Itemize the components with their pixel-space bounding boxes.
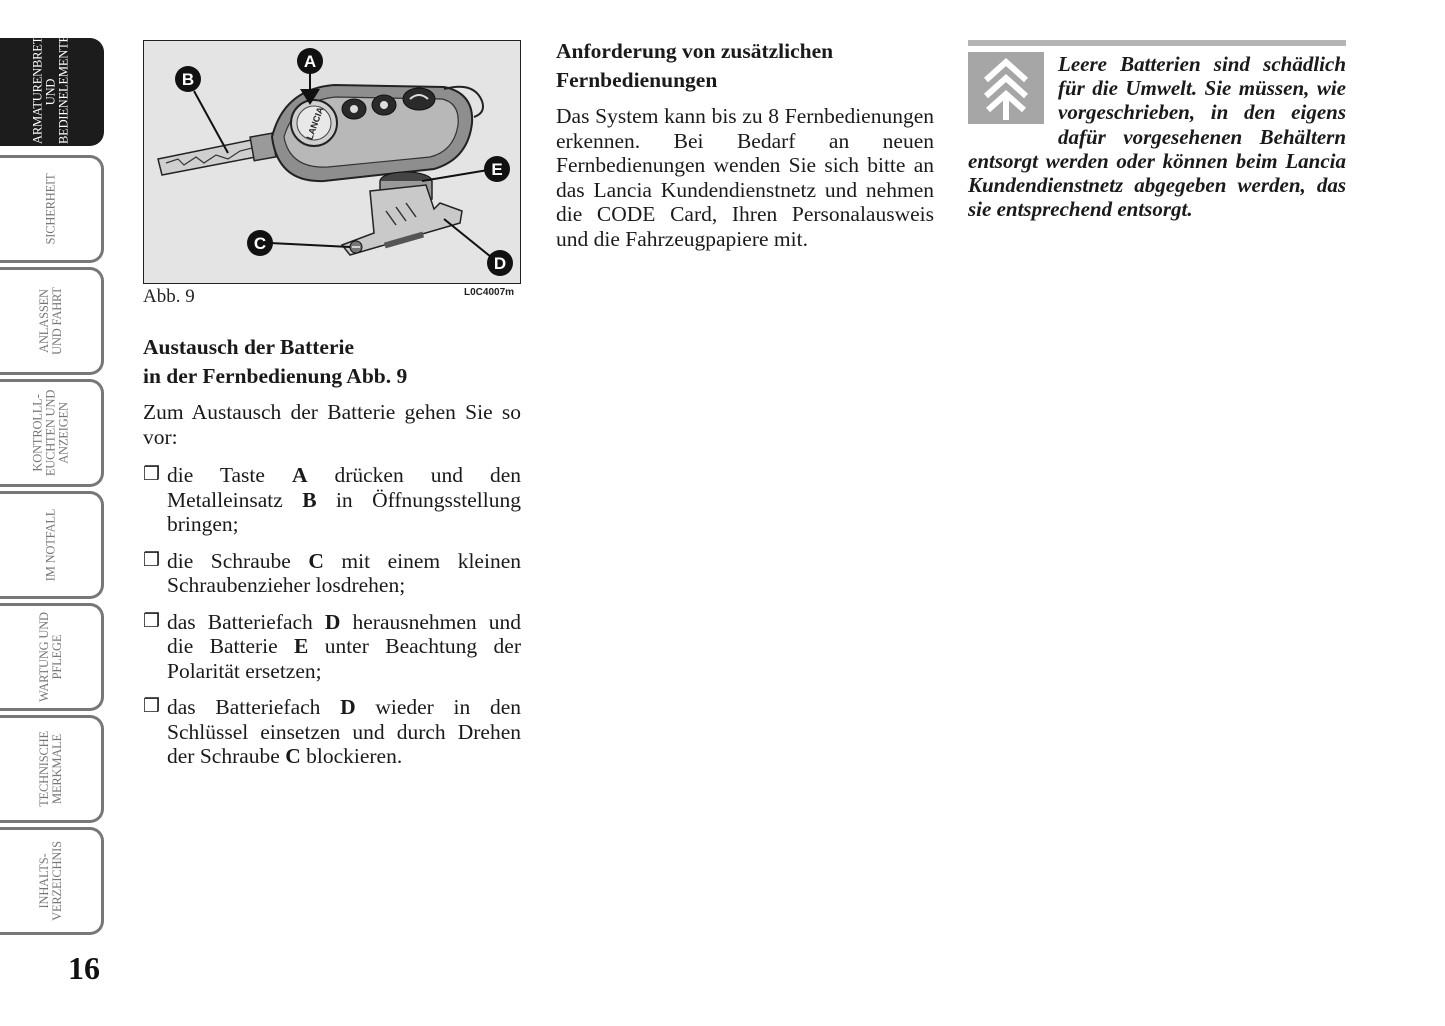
- tab-label: KONTROLLL- EUCHTEN UND ANZEIGEN: [30, 389, 70, 477]
- tab-im-notfall[interactable]: [0, 491, 104, 599]
- environment-note: [968, 40, 1346, 221]
- checkbox-bullet-icon: ❒: [143, 549, 161, 571]
- step-4: ❒ das Batteriefach D wieder in den Schlüssel einsetzen und durch Drehen der Schraube C blockieren.: [143, 695, 522, 768]
- label-c: [247, 230, 273, 256]
- key-drawing: [144, 41, 520, 283]
- logo-button: [291, 100, 337, 146]
- tab-label: ARMATURENBRETT UND BEDIENELEMENTE: [30, 29, 70, 144]
- battery-intro: Zum Austausch der Batterie gehen Sie so vor:: [143, 400, 521, 449]
- logo-text: LANCIA: [304, 105, 326, 142]
- label-d: [487, 250, 513, 276]
- tab-label: ANLASSEN UND FAHRT: [36, 287, 64, 355]
- tab-label: INHALTS- VERZEICHNIS: [36, 841, 64, 921]
- page-number: 16: [68, 950, 100, 986]
- tab-sicherheit[interactable]: [0, 155, 104, 263]
- tab-inhaltsverzeichnis[interactable]: [0, 827, 104, 935]
- tab-anlassen-und-fahrt[interactable]: [0, 267, 104, 375]
- tab-label: IM NOTFALL: [43, 508, 57, 582]
- step-1: ❒ die Taste A drücken und den Metalleinsatz B in Öffnungsstellung bringen;: [143, 463, 521, 536]
- remote-heading: Anforderung von zusätzlichen Fernbedienungen: [556, 39, 834, 92]
- tab-label: SICHERHEIT: [43, 173, 57, 245]
- remote-text: Das System kann bis zu 8 Fernbedienungen erkennen. Bei Bedarf an neuen Fernbedienungen wenden Sie sich bitte an das Lancia Kundendienstnetz und nehmen die CODE Card, Ihren Personalausweis und die Fahrzeugpapiere mit.: [556, 104, 934, 251]
- environment-arrows-icon: [968, 52, 1044, 124]
- tab-label: TECHNISCHE MERKMALE: [36, 731, 64, 807]
- figure-code: L0C4007m: [464, 287, 515, 298]
- label-a: [297, 48, 323, 74]
- label-e: [484, 156, 510, 182]
- svg-text:A: A: [303, 52, 317, 71]
- tab-label: WARTUNG UND PFLEGE: [36, 612, 64, 702]
- checkbox-bullet-icon: ❒: [143, 696, 161, 717]
- figure-caption: Abb. 9: [143, 286, 195, 307]
- checkbox-bullet-icon: ❒: [143, 610, 161, 632]
- tab-wartung-und-pflege[interactable]: [0, 603, 104, 711]
- battery-heading: Austausch der Batterie in der Fernbedienung Abb. 9: [143, 335, 408, 388]
- tab-technische-merkmale[interactable]: [0, 715, 104, 823]
- key-blade: [158, 133, 276, 175]
- environment-note-text: Leere Batterien sind schädlich für die Umwelt. Sie müssen, wie vorgeschrieben, in den eigens dafür vorgesehenen Behältern entsorgt werden oder können beim Lancia Kundendienstnetz abgegeben werden, das sie entsprechend entsorgt.: [968, 52, 1346, 222]
- battery-section: [143, 333, 521, 781]
- remote-section: [556, 37, 934, 265]
- tab-armaturenbrett[interactable]: [0, 29, 104, 146]
- step-2: ❒ die Schraube C mit einem kleinen Schraubenzieher losdrehen;: [143, 548, 521, 597]
- key-illustration: [143, 40, 521, 284]
- svg-text:C: C: [253, 234, 267, 253]
- svg-text:D: D: [493, 254, 507, 273]
- step-3: ❒ das Batteriefach D herausnehmen und die Batterie E unter Beachtung der Polarität ersetzen;: [143, 609, 521, 683]
- checkbox-bullet-icon: ❒: [143, 464, 161, 485]
- tab-kontrollleuchten[interactable]: [0, 379, 104, 487]
- svg-text:B: B: [181, 70, 195, 89]
- label-b: [175, 66, 201, 92]
- svg-text:E: E: [491, 160, 503, 179]
- screw-c: [350, 241, 362, 253]
